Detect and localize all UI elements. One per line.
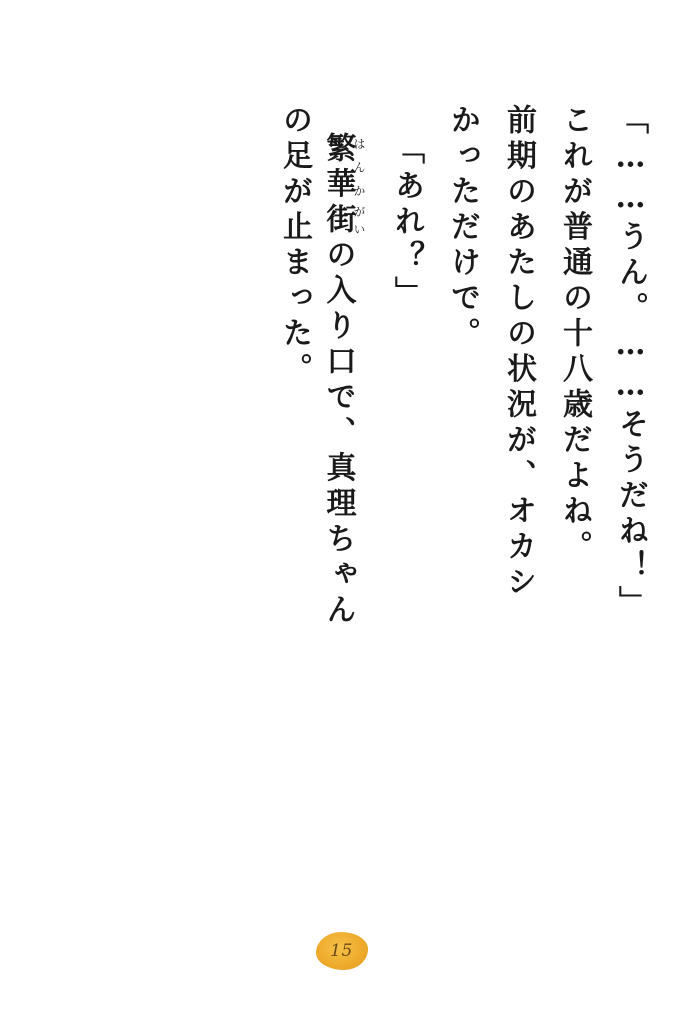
page-number-badge bbox=[316, 932, 368, 970]
vertical-text-block bbox=[38, 104, 648, 904]
text-line: 「……うん。……そうだね！」 bbox=[613, 104, 648, 621]
ruby-gai bbox=[320, 203, 366, 239]
text-line: 前期のあたしの状況が、オカシ bbox=[501, 104, 536, 601]
ruby-text: がい bbox=[352, 203, 366, 239]
ruby-hanka bbox=[320, 132, 366, 203]
text-line: かっただけで。 bbox=[445, 104, 480, 353]
text-line: これが普通の十八歳だよね。 bbox=[557, 104, 592, 566]
ruby-base: 繁華 bbox=[320, 132, 356, 203]
ruby-base: 街 bbox=[320, 203, 356, 239]
page-number: 15 bbox=[330, 941, 353, 961]
line-remainder: の入り口で、真理ちゃん bbox=[320, 238, 356, 629]
text-line: 「あれ？」 bbox=[389, 134, 424, 312]
text-line: の足が止まった。 bbox=[277, 104, 312, 388]
text-line-with-ruby bbox=[309, 104, 365, 904]
ruby-text: はんか bbox=[352, 132, 366, 203]
